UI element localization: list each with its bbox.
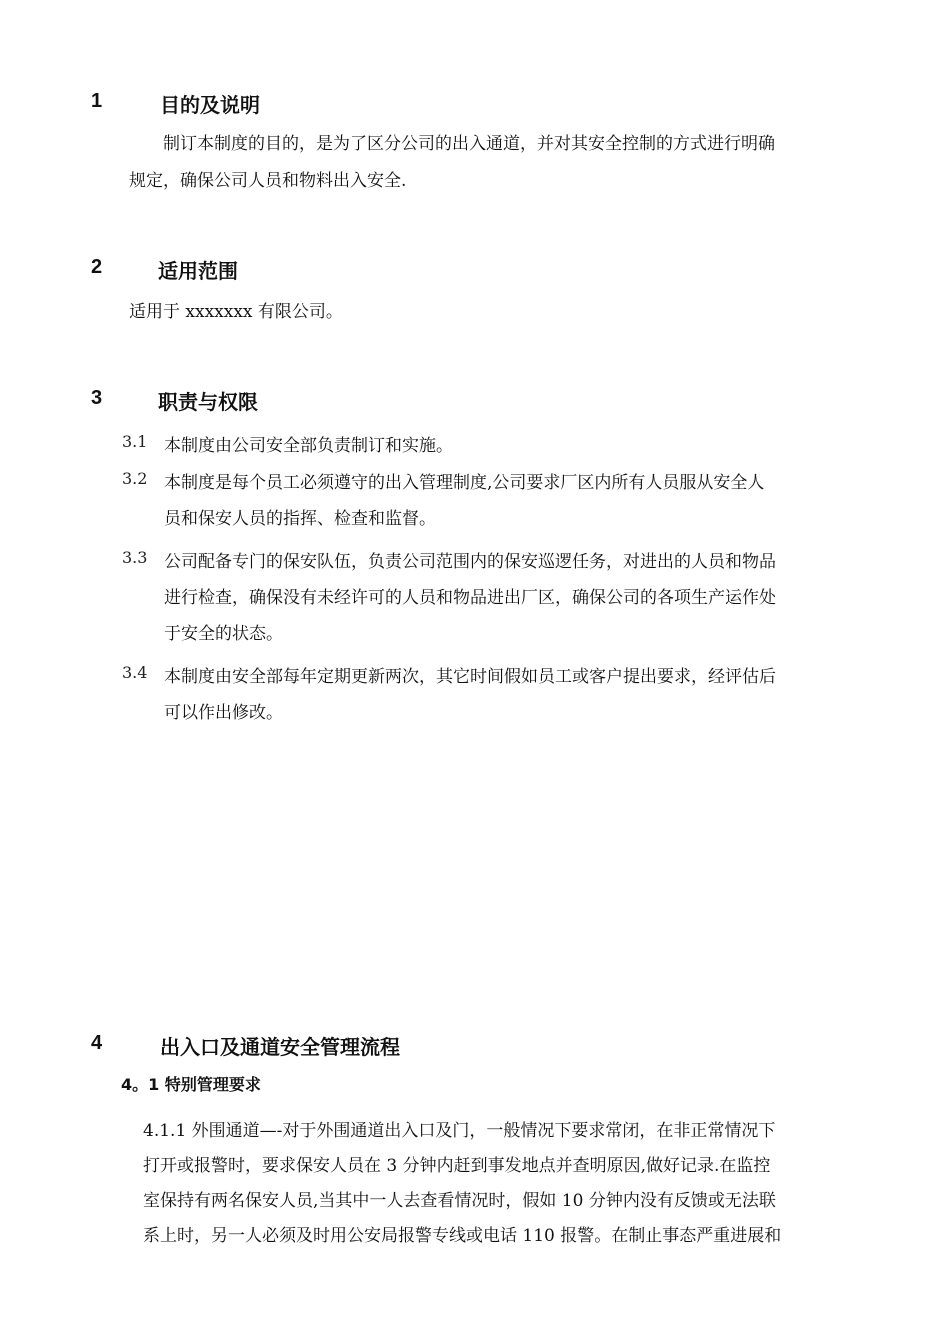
item-3-2-line-2: 员和保安人员的指挥、检查和监督。 [164,509,436,529]
item-3-3-line-3: 于安全的状态。 [164,624,283,644]
item-3-1-line-1: 本制度由公司安全部负责制订和实施。 [164,436,453,456]
item-3-4-number: 3.4 [122,663,148,682]
section-2-title: 适用范围 [158,259,238,283]
section-1-line-1: 制订本制度的目的，是为了区分公司的出入通道，并对其安全控制的方式进行明确 [163,134,775,154]
section-4-line-3: 室保持有两名保安人员,当其中一人去查看情况时，假如 10 分钟内没有反馈或无法联 [143,1191,776,1211]
item-3-2-number: 3.2 [122,469,148,488]
section-2-line-1: 适用于 xxxxxxx 有限公司。 [129,302,343,322]
item-3-3-line-1: 公司配备专门的保安队伍，负责公司范围内的保安巡逻任务，对进出的人员和物品 [164,552,776,572]
section-1-title: 目的及说明 [160,93,260,117]
section-4-number: 4 [91,1032,103,1054]
section-4-title: 出入口及通道安全管理流程 [160,1035,400,1059]
item-3-3-number: 3.3 [122,548,148,567]
item-3-3-line-2: 进行检查，确保没有未经许可的人员和物品进出厂区，确保公司的各项生产运作处 [164,588,776,608]
section-1-line-2: 规定，确保公司人员和物料出入安全. [129,171,407,191]
section-4-line-4: 系上时，另一人必须及时用公安局报警专线或电话 110 报警。在制止事态严重进展和 [143,1226,782,1246]
section-1-number: 1 [91,90,103,112]
item-3-4-line-2: 可以作出修改。 [164,703,283,723]
subsection-4-1-title: 4。1 特别管理要求 [121,1075,261,1094]
section-2-number: 2 [91,256,103,278]
section-3-number: 3 [91,387,103,409]
item-3-4-line-1: 本制度由安全部每年定期更新两次，其它时间假如员工或客户提出要求，经评估后 [164,667,776,687]
section-3-title: 职责与权限 [158,390,258,414]
section-4-line-1: 4.1.1 外围通道—-对于外围通道出入口及门，一般情况下要求常闭，在非正常情况下 [143,1121,776,1141]
item-3-2-line-1: 本制度是每个员工必须遵守的出入管理制度,公司要求厂区内所有人员服从安全人 [164,473,765,493]
item-3-1-number: 3.1 [122,432,148,451]
section-4-line-2: 打开或报警时，要求保安人员在 3 分钟内赶到事发地点并查明原因,做好记录.在监控 [143,1156,771,1176]
